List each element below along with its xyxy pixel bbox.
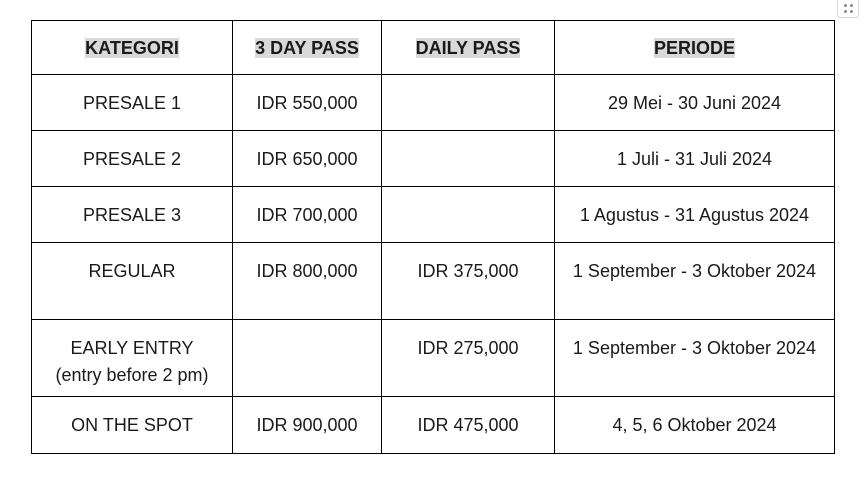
cell-3-day-pass: IDR 800,000 [233, 243, 382, 320]
cell-kategori: REGULAR [32, 243, 233, 320]
header-periode: PERIODE [555, 21, 835, 75]
cell-daily-pass [382, 75, 555, 131]
cell-daily-pass [382, 187, 555, 243]
price-table [31, 20, 835, 454]
cell-3-day-pass: IDR 900,000 [233, 397, 382, 454]
table-row [32, 75, 835, 131]
cell-3-day-pass: IDR 650,000 [233, 131, 382, 187]
cell-periode: 1 September - 3 Oktober 2024 [555, 243, 835, 320]
kategori-label: EARLY ENTRY [70, 338, 194, 358]
cell-3-day-pass: IDR 550,000 [233, 75, 382, 131]
cell-kategori: PRESALE 3 [32, 187, 233, 243]
drag-handle-icon[interactable] [837, 0, 859, 18]
cell-periode: 1 Juli - 31 Juli 2024 [555, 131, 835, 187]
table-row [32, 320, 835, 397]
header-3-day-pass: 3 DAY PASS [233, 21, 382, 75]
cell-periode: 4, 5, 6 Oktober 2024 [555, 397, 835, 454]
header-kategori: KATEGORI [32, 21, 233, 75]
table-row [32, 397, 835, 454]
cell-daily-pass [382, 131, 555, 187]
cell-periode: 1 September - 3 Oktober 2024 [555, 320, 835, 397]
cell-daily-pass: IDR 375,000 [382, 243, 555, 320]
table-row [32, 187, 835, 243]
header-daily-pass: DAILY PASS [382, 21, 555, 75]
kategori-note: (entry before 2 pm) [55, 365, 209, 385]
cell-3-day-pass [233, 320, 382, 397]
header-row [32, 21, 835, 75]
cell-3-day-pass: IDR 700,000 [233, 187, 382, 243]
table-row [32, 243, 835, 320]
cell-daily-pass: IDR 275,000 [382, 320, 555, 397]
cell-kategori [32, 320, 233, 397]
cell-periode: 1 Agustus - 31 Agustus 2024 [555, 187, 835, 243]
cell-kategori: PRESALE 2 [32, 131, 233, 187]
cell-kategori: ON THE SPOT [32, 397, 233, 454]
table-row [32, 131, 835, 187]
cell-kategori: PRESALE 1 [32, 75, 233, 131]
cell-periode: 29 Mei - 30 Juni 2024 [555, 75, 835, 131]
cell-daily-pass: IDR 475,000 [382, 397, 555, 454]
